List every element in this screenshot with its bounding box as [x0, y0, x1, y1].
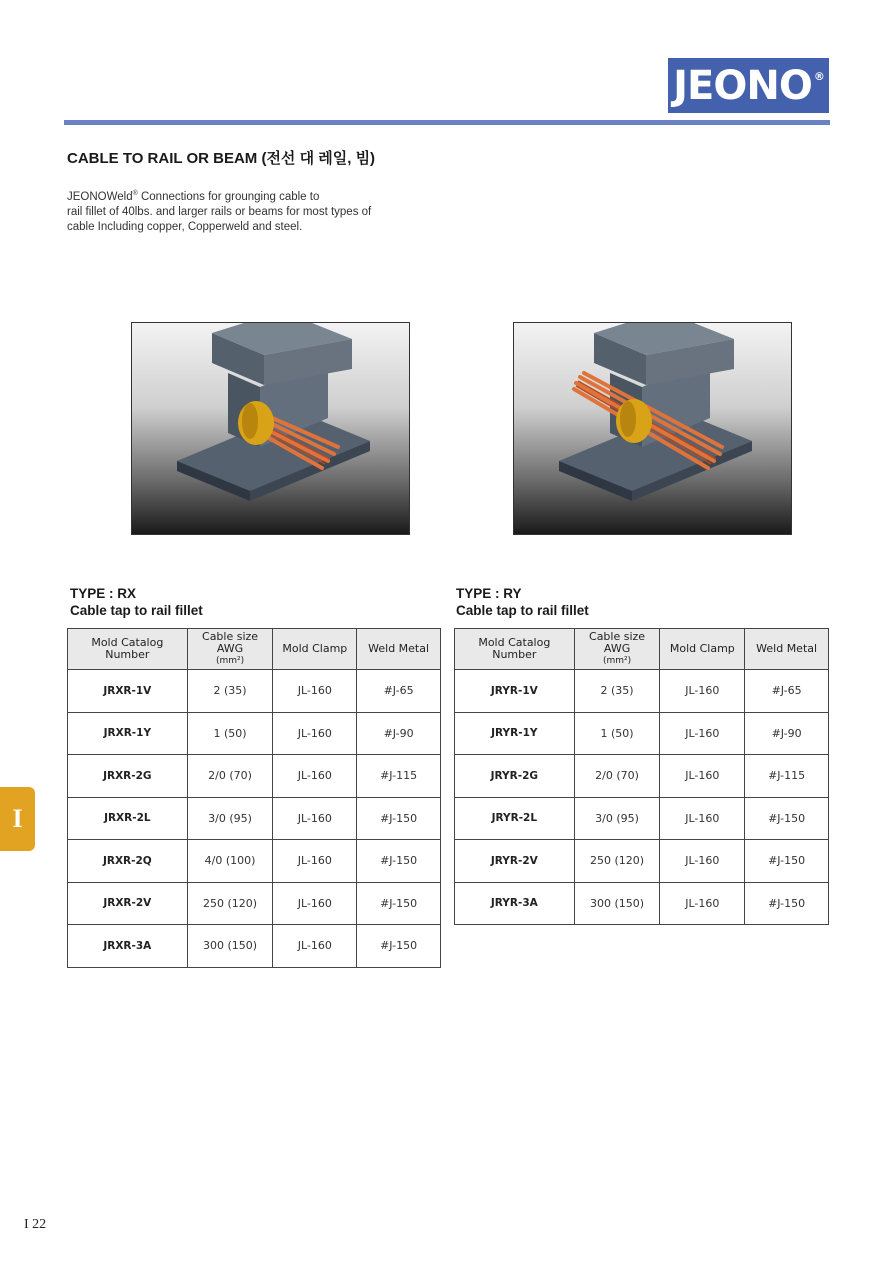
cable-cell: 1 (50) — [574, 712, 660, 755]
metal-cell: #J-65 — [357, 670, 441, 713]
table-row — [68, 755, 441, 798]
brand-name: JEONO — [673, 62, 812, 109]
cable-cell: 2 (35) — [574, 670, 660, 713]
rx-col-cable-label: Cable size AWG — [202, 630, 259, 655]
rx-col-metal: Weld Metal — [357, 629, 441, 670]
clamp-cell: JL-160 — [273, 755, 357, 798]
table-row — [455, 840, 829, 883]
brand-logo — [668, 58, 829, 113]
ry-col-clamp: Mold Clamp — [660, 629, 745, 670]
catalog-cell: JRXR-1Y — [68, 712, 188, 755]
clamp-cell: JL-160 — [273, 712, 357, 755]
metal-cell: #J-150 — [357, 882, 441, 925]
cable-cell: 1 (50) — [187, 712, 273, 755]
table-row — [455, 755, 829, 798]
intro-line-1-rest: Connections for grounging cable to — [137, 190, 320, 203]
rx-col-cable-unit: (mm²) — [215, 656, 245, 666]
ry-col-cable-unit: (mm²) — [602, 656, 632, 666]
ry-product-photo — [513, 322, 792, 535]
metal-cell: #J-150 — [357, 925, 441, 968]
metal-cell: #J-90 — [357, 712, 441, 755]
clamp-cell: JL-160 — [273, 840, 357, 883]
cable-cell: 3/0 (95) — [187, 797, 273, 840]
metal-cell: #J-65 — [745, 670, 829, 713]
metal-cell: #J-150 — [745, 840, 829, 883]
ry-col-cable-label: Cable size AWG — [589, 630, 646, 655]
clamp-cell: JL-160 — [273, 670, 357, 713]
cable-cell: 2 (35) — [187, 670, 273, 713]
table-row — [455, 670, 829, 713]
intro-line-2: rail fillet of 40lbs. and larger rails or beams for most types of — [67, 205, 372, 218]
intro-line-3: cable Including copper, Copperweld and steel. — [67, 220, 303, 233]
clamp-cell: JL-160 — [273, 925, 357, 968]
clamp-cell: JL-160 — [660, 712, 745, 755]
table-row — [68, 797, 441, 840]
metal-cell: #J-115 — [745, 755, 829, 798]
rx-product-photo — [131, 322, 410, 535]
catalog-cell: JRXR-2V — [68, 882, 188, 925]
rx-rail-illustration — [132, 323, 409, 534]
intro-brand: JEONOWeld — [67, 190, 133, 203]
catalog-cell: JRXR-1V — [68, 670, 188, 713]
catalog-cell: JRXR-2G — [68, 755, 188, 798]
cable-cell: 250 (120) — [574, 840, 660, 883]
clamp-cell: JL-160 — [660, 882, 745, 925]
rx-type-heading — [70, 585, 203, 619]
ry-col-cable — [574, 629, 660, 670]
brand-reg-mark: ® — [813, 70, 824, 83]
catalog-cell: JRYR-3A — [455, 882, 575, 925]
ry-type-heading — [456, 585, 589, 619]
rx-table-header — [68, 629, 441, 670]
catalog-cell: JRYR-2V — [455, 840, 575, 883]
ry-col-catalog: Mold Catalog Number — [455, 629, 575, 670]
table-row — [68, 882, 441, 925]
cable-cell: 300 (150) — [187, 925, 273, 968]
cable-cell: 3/0 (95) — [574, 797, 660, 840]
table-row — [455, 797, 829, 840]
rx-spec-table — [67, 628, 441, 968]
intro-text — [67, 186, 397, 235]
metal-cell: #J-150 — [357, 797, 441, 840]
ry-spec-table — [454, 628, 829, 925]
clamp-cell: JL-160 — [660, 670, 745, 713]
ry-type-label: TYPE : RY — [456, 586, 522, 601]
metal-cell: #J-150 — [357, 840, 441, 883]
table-row — [68, 925, 441, 968]
rx-type-subtitle: Cable tap to rail fillet — [70, 603, 203, 618]
metal-cell: #J-115 — [357, 755, 441, 798]
catalog-cell: JRXR-2L — [68, 797, 188, 840]
catalog-cell: JRXR-2Q — [68, 840, 188, 883]
intro-line-1 — [67, 186, 397, 205]
clamp-cell: JL-160 — [660, 840, 745, 883]
clamp-cell: JL-160 — [273, 797, 357, 840]
table-row — [68, 670, 441, 713]
table-row — [455, 712, 829, 755]
cable-cell: 2/0 (70) — [574, 755, 660, 798]
ry-type-subtitle: Cable tap to rail fillet — [456, 603, 589, 618]
catalog-cell: JRYR-1Y — [455, 712, 575, 755]
header-rule — [64, 120, 830, 125]
cable-cell: 250 (120) — [187, 882, 273, 925]
ry-rail-illustration — [514, 323, 791, 534]
ry-table-header — [455, 629, 829, 670]
clamp-cell: JL-160 — [660, 755, 745, 798]
cable-cell: 300 (150) — [574, 882, 660, 925]
clamp-cell: JL-160 — [660, 797, 745, 840]
page-number: I 22 — [24, 1217, 47, 1232]
catalog-cell: JRYR-2L — [455, 797, 575, 840]
ry-col-metal: Weld Metal — [745, 629, 829, 670]
metal-cell: #J-150 — [745, 882, 829, 925]
metal-cell: #J-90 — [745, 712, 829, 755]
rx-col-cable — [187, 629, 273, 670]
rx-col-catalog: Mold Catalog Number — [68, 629, 188, 670]
table-row — [455, 882, 829, 925]
cable-cell: 4/0 (100) — [187, 840, 273, 883]
clamp-cell: JL-160 — [273, 882, 357, 925]
metal-cell: #J-150 — [745, 797, 829, 840]
intro-reg-mark: ® — [132, 190, 138, 197]
rx-type-label: TYPE : RX — [70, 586, 137, 601]
section-tab: I — [0, 787, 35, 851]
catalog-cell: JRYR-2G — [455, 755, 575, 798]
cable-cell: 2/0 (70) — [187, 755, 273, 798]
table-row — [68, 712, 441, 755]
rx-col-clamp: Mold Clamp — [273, 629, 357, 670]
page-title: CABLE TO RAIL OR BEAM (전선 대 레일, 빔) — [67, 150, 376, 167]
catalog-cell: JRXR-3A — [68, 925, 188, 968]
catalog-cell: JRYR-1V — [455, 670, 575, 713]
table-row — [68, 840, 441, 883]
